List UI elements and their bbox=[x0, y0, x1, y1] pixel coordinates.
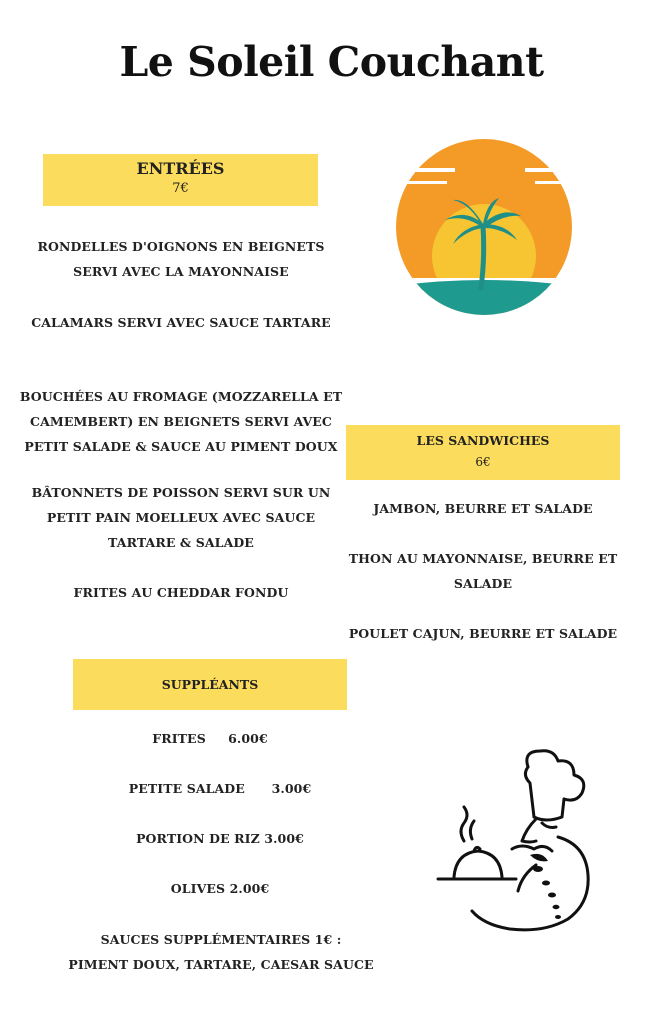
entree-item bbox=[0, 480, 362, 555]
sandwich-line: SALADE bbox=[453, 576, 513, 591]
sandwiches-price: 6€ bbox=[475, 455, 491, 469]
supplement-line bbox=[70, 826, 370, 851]
entrees-heading: ENTRÉES bbox=[136, 159, 225, 178]
supplement-line bbox=[70, 876, 370, 901]
sauces-note bbox=[40, 927, 402, 977]
supplement-name: PETITE SALADE bbox=[128, 781, 245, 796]
sandwiches-heading: LES SANDWICHES bbox=[416, 433, 550, 448]
entree-line: RONDELLES D'OIGNONS EN BEIGNETS bbox=[37, 239, 325, 254]
entree-item bbox=[0, 580, 362, 605]
supplement-item bbox=[60, 726, 360, 751]
supplement-name: PORTION DE RIZ bbox=[136, 831, 260, 846]
supplements-header bbox=[73, 659, 347, 710]
supplement-price: 6.00€ bbox=[228, 731, 268, 746]
sandwich-item bbox=[330, 546, 636, 596]
entree-line: FRITES AU CHEDDAR FONDU bbox=[73, 585, 289, 600]
entree-line: CAMEMBERT) EN BEIGNETS SERVI AVEC bbox=[30, 414, 332, 429]
supplement-item bbox=[70, 876, 370, 901]
entree-line: PETIT SALADE & SAUCE AU PIMENT DOUX bbox=[24, 439, 338, 454]
entree-item bbox=[0, 310, 362, 335]
supplement-item bbox=[70, 776, 370, 801]
sandwiches-header bbox=[346, 425, 620, 480]
supplement-name: OLIVES bbox=[170, 881, 226, 896]
supplement-price: 3.00€ bbox=[271, 781, 312, 796]
chef-with-cloche-drawing bbox=[418, 745, 608, 935]
sandwich-item bbox=[330, 496, 636, 521]
restaurant-name: Le Soleil Couchant bbox=[119, 38, 544, 86]
supplement-price: 2.00€ bbox=[229, 881, 270, 896]
supplements-heading: SUPPLÉANTS bbox=[161, 677, 259, 692]
sauces-line: PIMENT DOUX, TARTARE, CAESAR SAUCE bbox=[68, 957, 374, 972]
sauces-line: SAUCES SUPPLÉMENTAIRES 1€ : bbox=[100, 932, 342, 947]
supplement-name: FRITES bbox=[152, 731, 206, 746]
entree-line: TARTARE & SALADE bbox=[108, 535, 254, 550]
supplement-price: 3.00€ bbox=[264, 831, 304, 846]
entree-line: SERVI AVEC LA MAYONNAISE bbox=[73, 264, 289, 279]
entree-line: CALAMARS SERVI AVEC SAUCE TARTARE bbox=[31, 315, 331, 330]
entree-line: BÂTONNETS DE POISSON SERVI SUR UN bbox=[31, 485, 331, 500]
sandwich-item bbox=[330, 621, 636, 646]
sandwich-line: JAMBON, BEURRE ET SALADE bbox=[373, 501, 593, 516]
entrees-header bbox=[43, 154, 318, 206]
entree-item bbox=[0, 234, 362, 284]
entrees-price: 7€ bbox=[172, 181, 189, 196]
supplement-line bbox=[60, 726, 360, 751]
sandwich-line: THON AU MAYONNAISE, BEURRE ET bbox=[348, 551, 618, 566]
entree-line: BOUCHÉES AU FROMAGE (MOZZARELLA ET bbox=[19, 389, 343, 404]
sandwich-line: POULET CAJUN, BEURRE ET SALADE bbox=[348, 626, 618, 641]
supplement-item bbox=[70, 826, 370, 851]
sunset-palm-logo bbox=[395, 138, 573, 316]
entree-line: PETIT PAIN MOELLEUX AVEC SAUCE bbox=[46, 510, 316, 525]
entree-item bbox=[0, 384, 362, 459]
supplement-line bbox=[70, 776, 370, 801]
